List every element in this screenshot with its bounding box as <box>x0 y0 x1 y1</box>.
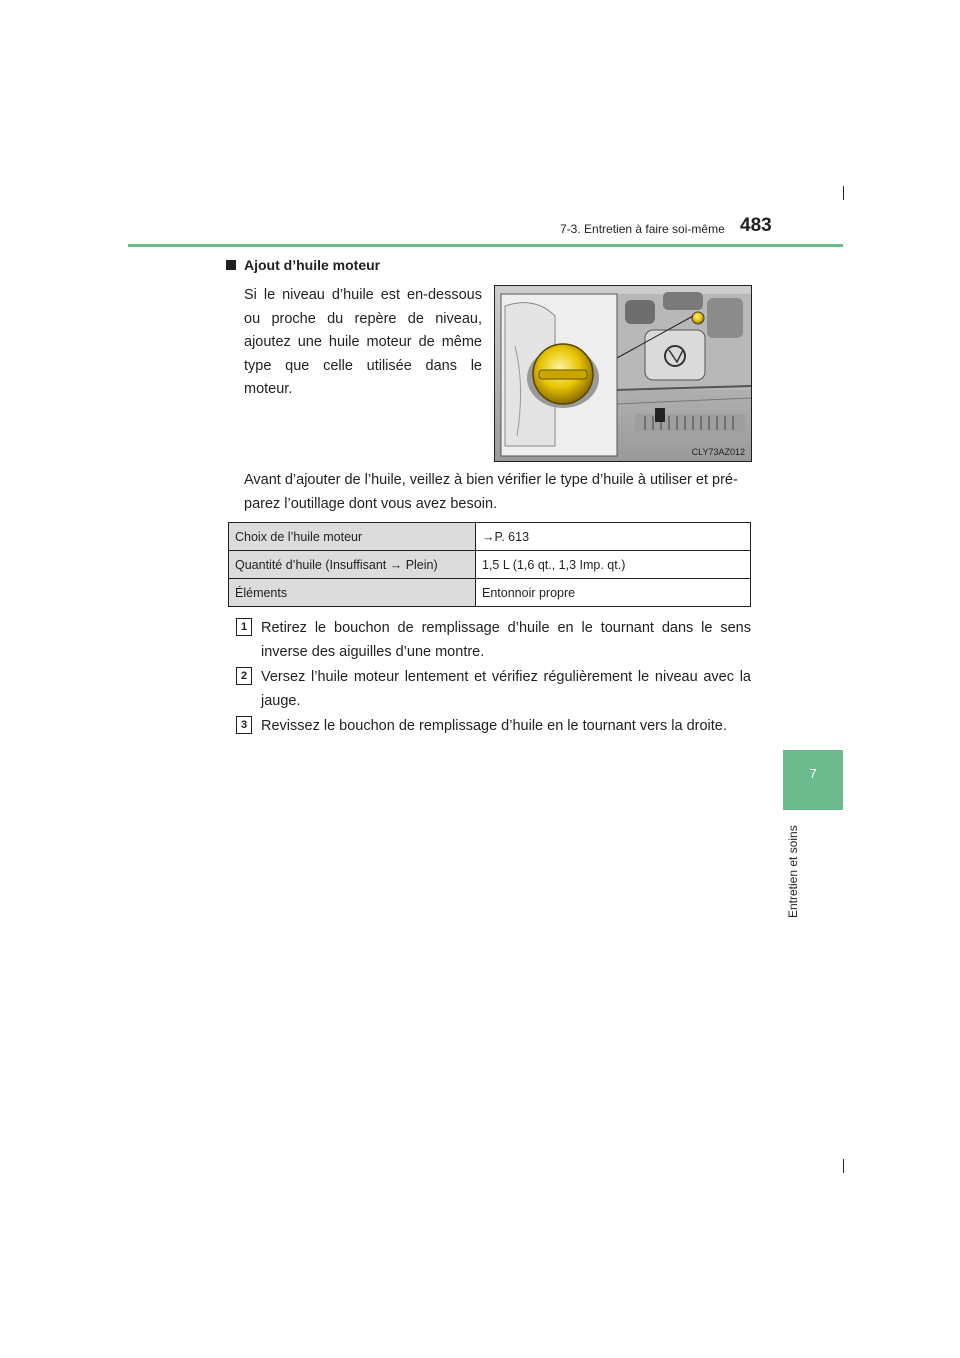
oil-spec-table <box>228 522 751 607</box>
table-cell-value: 1,5 L (1,6 qt., 1,3 Imp. qt.) <box>476 551 751 579</box>
step-3 <box>236 714 751 738</box>
intro-paragraph: Si le niveau d’huile est en-dessous ou proche du repère de niveau, ajoutez une huile moteur de même type que celle utilisée dans le moteur. <box>244 287 482 397</box>
table-row <box>229 579 751 607</box>
section-title-text: Ajout d’huile moteur <box>244 257 381 273</box>
header-section-title: 7-3. Entretien à faire soi-même <box>560 222 725 236</box>
bullet-square-icon <box>226 260 236 270</box>
preparation-paragraph: Avant d’ajouter de l’huile, veillez à bien vérifier le type d’huile à utiliser et pré-parez l’outillage dont vous avez besoin. <box>244 472 738 512</box>
chapter-label: Entretien et soins <box>786 825 800 918</box>
step-text: Versez l’huile moteur lentement et vérifiez régulièrement le niveau avec la jauge. <box>261 669 751 709</box>
step-text: Revissez le bouchon de remplissage d’huile en le tournant vers la droite. <box>261 718 727 734</box>
header-rule <box>128 244 843 247</box>
figure-code: CLY73AZ012 <box>691 447 745 457</box>
step-2 <box>236 665 751 713</box>
step-number-badge: 1 <box>236 618 252 636</box>
step-text: Retirez le bouchon de remplissage d’huile en le tournant dans le sens inverse des aiguilles d’une montre. <box>261 620 751 660</box>
table-row <box>229 523 751 551</box>
table-cell-label: Choix de l’huile moteur <box>229 523 476 551</box>
table-cell-value: →P. 613 <box>476 523 751 551</box>
step-1 <box>236 616 751 664</box>
page-number: 483 <box>740 215 772 236</box>
engine-oil-cap-illustration <box>494 285 752 462</box>
step-number-badge: 2 <box>236 667 252 685</box>
chapter-number: 7 <box>809 766 817 781</box>
step-number-badge: 3 <box>236 716 252 734</box>
table-row <box>229 551 751 579</box>
crop-mark-top <box>843 186 844 200</box>
engine-illustration-svg <box>495 286 751 461</box>
table-cell-label: Quantité d’huile (Insuffisant → Plein) <box>229 551 476 579</box>
table-cell-label: Éléments <box>229 579 476 607</box>
table-cell-value: Entonnoir propre <box>476 579 751 607</box>
crop-mark-bottom <box>843 1159 844 1173</box>
section-title <box>226 257 380 273</box>
chapter-tab <box>783 750 843 810</box>
